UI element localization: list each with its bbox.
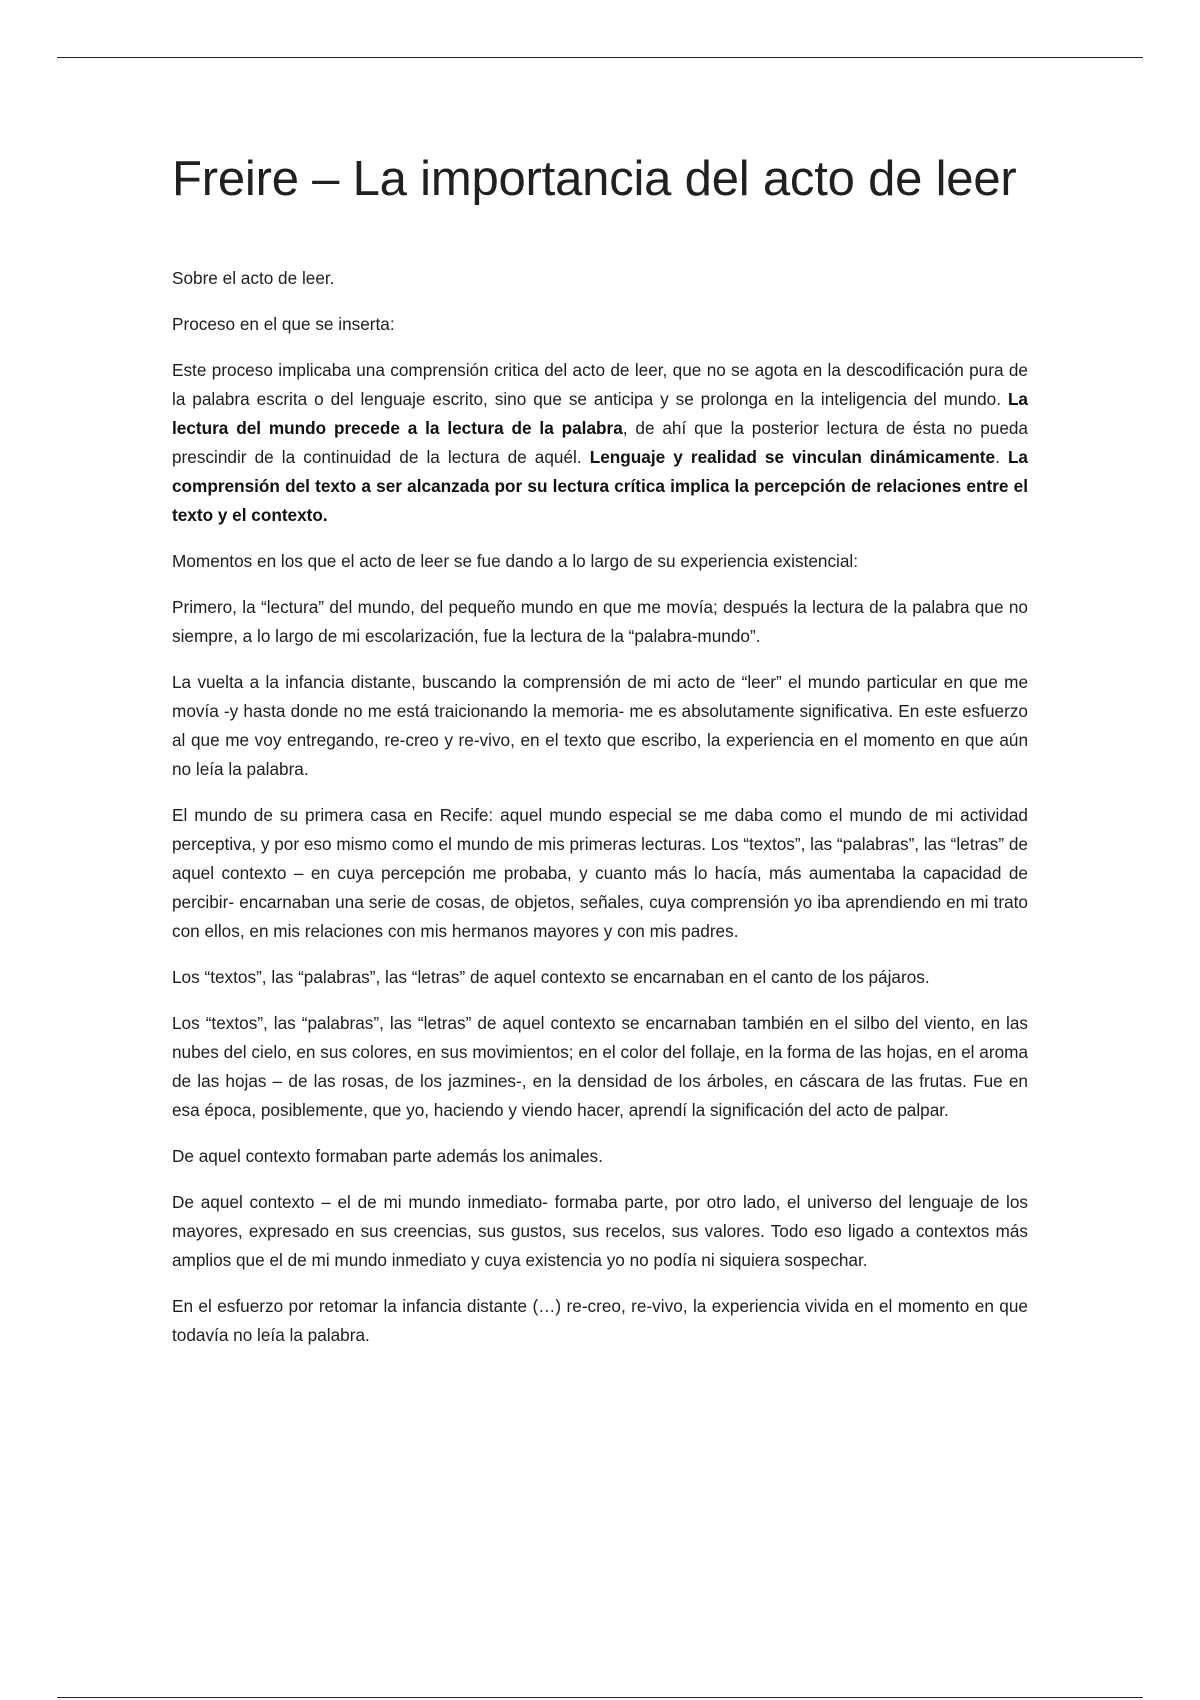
bottom-rule xyxy=(57,1697,1143,1698)
paragraph-12: En el esfuerzo por retomar la infancia distante (…) re-creo, re-vivo, la experiencia vivida en el momento en que todavía no leía la palabra. xyxy=(172,1296,1028,1345)
paragraph-7: El mundo de su primera casa en Recife: aquel mundo especial se me daba como el mundo de mi actividad perceptiva, y por eso mismo como el mundo de mis primeras lecturas. Los “textos”, las “palabras”, las “letras” de aquel contexto – en cuya percepción me probaba, y cuanto más lo hacía, más aumentaba la capacidad de percibir- encarnaban una serie de cosas, de objetos, señales, cuya comprensión yo iba aprendiendo en mi trato con ellos, en mis relaciones con mis hermanos mayores y con mis padres. xyxy=(172,805,1028,941)
top-rule xyxy=(57,57,1143,58)
paragraph-6: La vuelta a la infancia distante, buscando la comprensión de mi acto de “leer” el mundo particular en que me movía -y hasta donde no me está traicionando la memoria- me es absolutamente significativa. En este esfuerzo al que me voy entregando, re-creo y re-vivo, en el texto que escribo, la experiencia en el momento en que aún no leía la palabra. xyxy=(172,672,1028,779)
paragraph-3-text-3: . xyxy=(995,447,1008,467)
document-body xyxy=(172,148,1028,1367)
paragraph-9: Los “textos”, las “palabras”, las “letras” de aquel contexto se encarnaban también en el silbo del viento, en las nubes del cielo, en sus colores, en sus movimientos; en el color del follaje, en la forma de las hojas, en el aroma de las hojas – de las rosas, de los jazmines-, en la densidad de los árboles, en cáscara de las frutas. Fue en esa época, posiblemente, que yo, haciendo y viendo hacer, aprendí la significación del acto de palpar. xyxy=(172,1013,1028,1120)
paragraph-3-text-1: Este proceso implicaba una comprensión critica del acto de leer, que no se agota en la descodificación pura de la palabra escrita o del lenguaje escrito, sino que se anticipa y se prolonga en la inteligencia del mundo. xyxy=(172,360,1028,409)
paragraph-3 xyxy=(172,356,1028,530)
document-title: Freire – La importancia del acto de leer xyxy=(172,152,1017,206)
paragraph-10: De aquel contexto formaban parte además los animales. xyxy=(172,1146,603,1166)
paragraph-1: Sobre el acto de leer. xyxy=(172,268,335,288)
paragraph-5: Primero, la “lectura” del mundo, del pequeño mundo en que me movía; después la lectura de la palabra que no siempre, a lo largo de mi escolarización, fue la lectura de la “palabra-mundo”. xyxy=(172,597,1028,646)
paragraph-8: Los “textos”, las “palabras”, las “letras” de aquel contexto se encarnaban en el canto de los pájaros. xyxy=(172,967,930,987)
paragraph-4: Momentos en los que el acto de leer se fue dando a lo largo de su experiencia existencial: xyxy=(172,551,859,571)
paragraph-3-bold-2: Lenguaje y realidad se vinculan dinámicamente xyxy=(589,447,996,467)
paragraph-11: De aquel contexto – el de mi mundo inmediato- formaba parte, por otro lado, el universo del lenguaje de los mayores, expresado en sus creencias, sus gustos, sus recelos, sus valores. Todo eso ligado a contextos más amplios que el de mi mundo inmediato y cuya existencia yo no podía ni siquiera sospechar. xyxy=(172,1192,1028,1270)
paragraph-3-bold-1: La lectura del mundo precede a la lectura de la palabra xyxy=(172,389,1028,438)
paragraph-3-bold-3: La comprensión del texto a ser alcanzada por su lectura crítica implica la percepción de relaciones entre el texto y el contexto. xyxy=(172,447,1028,525)
paragraph-3-text-2: , de ahí que la posterior lectura de ésta no pueda prescindir de la continuidad de la lectura de aquél. xyxy=(172,418,1028,467)
paragraph-2: Proceso en el que se inserta: xyxy=(172,314,395,334)
